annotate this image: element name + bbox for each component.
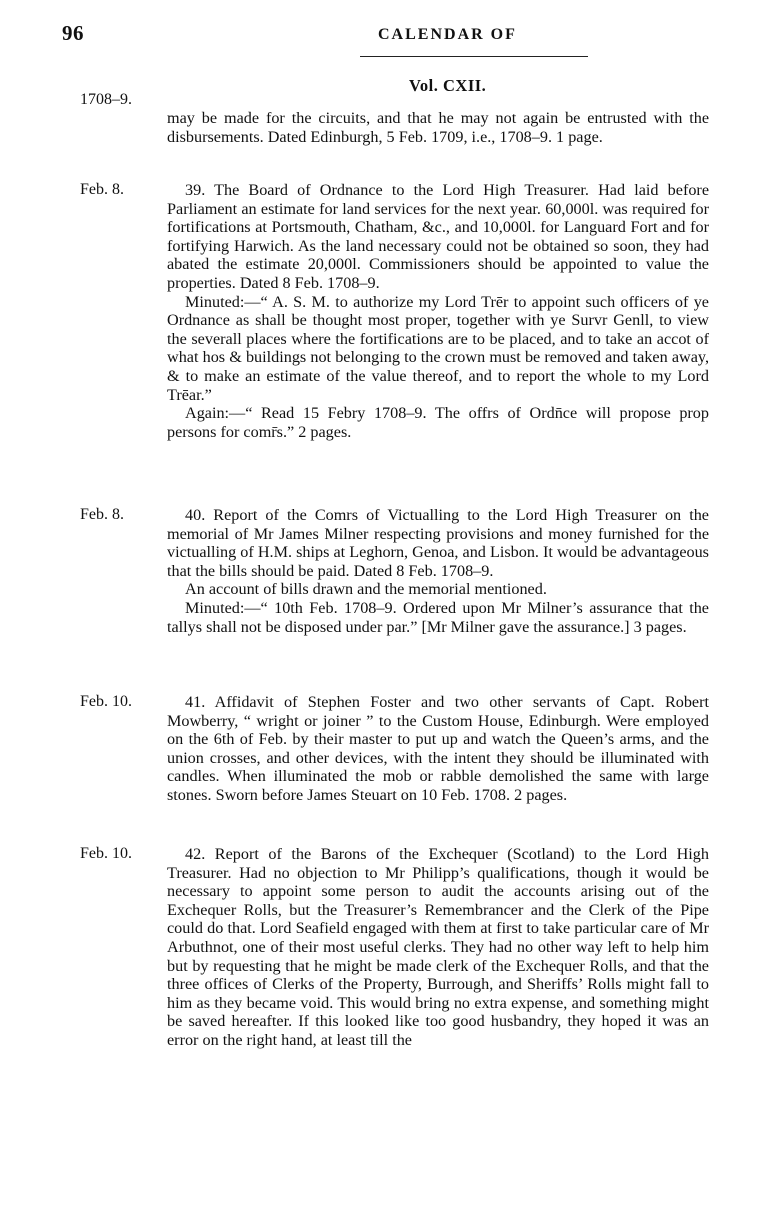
entry-minute: Again:—“ Read 15 Febry 1708–9. The offrs of Ordn̄ce will propose prop persons for comr̄s.” 2 pages. <box>167 404 709 441</box>
entry-date: 1708–9. <box>80 91 132 108</box>
entry-date: Feb. 10. <box>80 845 132 862</box>
entry-minute: Minuted:—“ 10th Feb. 1708–9. Ordered upon Mr Milner’s assurance that the tallys shall not be disposed under par.” [Mr Milner gave the assurance.] 3 pages. <box>167 598 709 636</box>
entry-date: Feb. 10. <box>80 693 132 710</box>
entry-text <box>167 693 709 805</box>
entry-text <box>167 181 709 441</box>
entry-text <box>167 109 709 146</box>
running-title: CALENDAR OF <box>378 26 517 43</box>
entry-text <box>167 506 709 636</box>
entry-paragraph: may be made for the circuits, and that he may not again be entrusted with the disbursements. Dated Edinburgh, 5 Feb. 1709, i.e., 1708–9. 1 page. <box>167 109 709 146</box>
volume-heading: Vol. CXII. <box>409 76 487 95</box>
entry-date: Feb. 8. <box>80 181 124 198</box>
entry-paragraph: 41. Affidavit of Stephen Foster and two other servants of Capt. Robert Mowberry, “ wright or joiner ” to the Custom House, Edinburgh. Were employed on the 6th of Feb. by their master to put up and watch the Queen’s arms, and the union crosses, and other devices, with the intent they should be illuminated with candles. When illuminated the mob or rabble demolished the same with large stones. Sworn before James Steuart on 10 Feb. 1708. 2 pages. <box>167 693 709 804</box>
entry-paragraph: 39. The Board of Ordnance to the Lord High Treasurer. Had laid before Parliament an estimate for land services for the next year. 60,000l. was required for fortifications at Portsmouth, Chatham, &c., and 10,000l. for Languard Fort and for fortifying Harwich. As the land necessary could not be obtained so soon, they had abated the estimate 20,000l. Commissioners should be appointed to value the properties. Dated 8 Feb. 1708–9. <box>167 181 709 292</box>
header-rule <box>360 56 588 57</box>
entry-paragraph: 40. Report of the Comrs of Victualling to the Lord High Treasurer on the memorial of Mr James Milner respecting provisions and money furnished for the victualling of H.M. ships at Leghorn, Genoa, and Lisbon. It would be advantageous that the bills should be paid. Dated 8 Feb. 1708–9. <box>167 506 709 580</box>
entry-paragraph: 42. Report of the Barons of the Exchequer (Scotland) to the Lord High Treasurer. Had no objection to Mr Philipp’s qualifications, though it would be necessary to appoint some person to audit the accounts arising out of the Exchequer Rolls, but the Treasurer’s Remembrancer and the Clerk of the Pipe could do that. Lord Seafield engaged with them at first to take particular care of Mr Arbuthnot, one of their most useful clerks. They had no other way left to help him but by requesting that he might be made clerk of the Exchequer Rolls, and that the three offices of Clerks of the Property, Burrough, and Sheriffs’ Rolls might fall to him as they became void. This would bring no extra expense, and something might be saved hereafter. If this looked like too good husbandry, they hoped it was an error on the right hand, at least till the <box>167 845 709 1049</box>
page-number: 96 <box>62 21 84 45</box>
entry-text <box>167 845 709 1050</box>
entry-paragraph: An account of bills drawn and the memorial mentioned. <box>185 580 547 599</box>
entry-minute: Minuted:—“ A. S. M. to authorize my Lord Trēr to appoint such officers of ye Ordnance as shall be thought most proper, together with ye Survr Genll, to view the severall places where the fortifications are to be placed, and to take an accot of what hos & buildings not belonging to the crown must be removed and taken away, & to make an estimate of the value thereof, and to report the whole to my Lord Trēar.” <box>167 292 709 404</box>
entry-date: Feb. 8. <box>80 506 124 523</box>
